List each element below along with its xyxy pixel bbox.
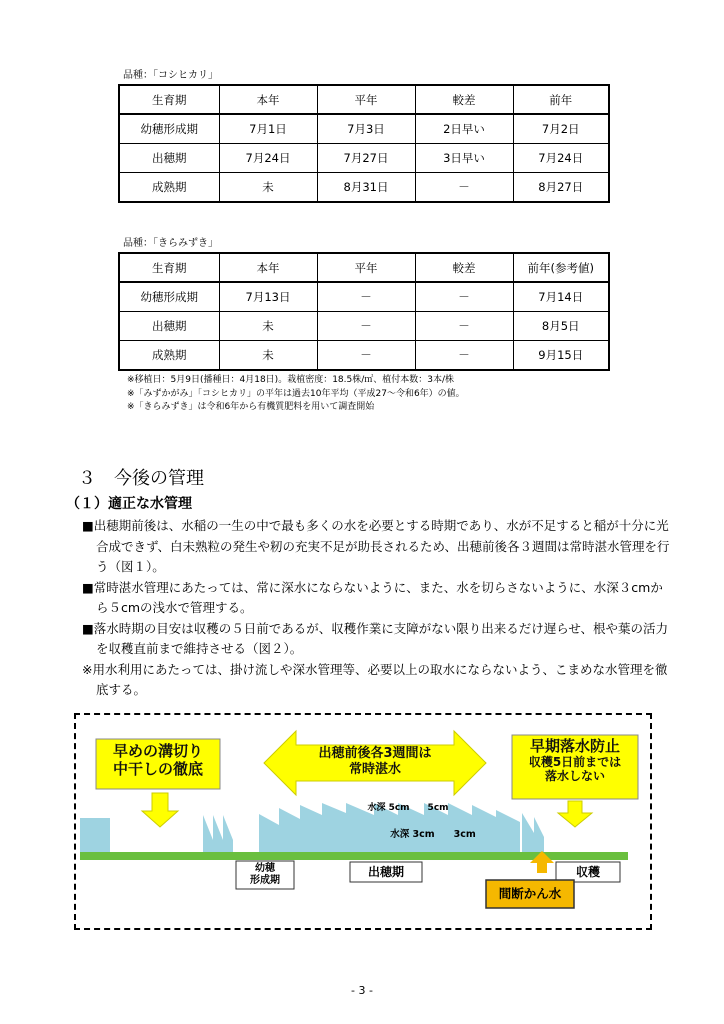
section-title: ３ 今後の管理 [78,468,204,489]
table2-header: 生育期 [119,253,219,282]
table-cell: 7月24日 [219,144,317,173]
table1-header: 較差 [415,85,513,114]
table-cell: 出穂期 [119,312,219,341]
down-arrow-right [558,801,592,827]
table-koshihikari [118,84,610,203]
table-cell: － [415,173,513,203]
table-cell: － [415,282,513,312]
table-cell: 8月27日 [513,173,609,203]
table-cell: 8月5日 [513,312,609,341]
table-cell: 7月3日 [317,114,415,144]
table-row [119,341,609,371]
table-cell: 7月1日 [219,114,317,144]
table1-caption: 品種：「コシヒカリ」 [123,70,218,81]
table1-header: 平年 [317,85,415,114]
depth-5cm-label: 水深 5cm 5cm [367,803,449,813]
body-text [82,516,672,701]
page-number: - 3 - [351,984,373,997]
table-cell: 出穂期 [119,144,219,173]
table-row [119,144,609,173]
stage-heading-label: 出穂期 [367,865,404,879]
table1-header: 前年 [513,85,609,114]
table-cell: 未 [219,341,317,371]
table-cell: 7月14日 [513,282,609,312]
table1-header: 本年 [219,85,317,114]
table-cell: － [317,312,415,341]
water-management-figure [74,713,652,930]
table-cell: 幼穂形成期 [119,282,219,312]
table-cell: 未 [219,312,317,341]
table-cell: 幼穂形成期 [119,114,219,144]
table-cell: － [415,312,513,341]
stage-harvest-label: 収穫 [575,865,600,879]
table-cell: 7月13日 [219,282,317,312]
table-cell: 7月27日 [317,144,415,173]
intermittent-label: 間断かん水 [498,886,562,901]
table2-header: 前年(参考値) [513,253,609,282]
table-cell: 7月2日 [513,114,609,144]
table-cell: 成熟期 [119,341,219,371]
table-cell: 3日早い [415,144,513,173]
note-line: ※「きらみずき」は令和6年から有機質肥料を用いて調査開始 [127,402,375,412]
stage-panicle-label: 幼穂 形成期 [250,863,280,886]
table-cell: 8月31日 [317,173,415,203]
table2-header: 本年 [219,253,317,282]
depth-3cm-label: 水深 3cm 3cm [390,829,476,840]
prevent-label: 早期落水防止 収穫5日前までは 落水しない [528,737,622,784]
flood-label: 出穂前後各3週間は 常時湛水 [318,746,432,777]
down-arrow-left [142,793,178,827]
table-row [119,312,609,341]
table-cell: － [317,341,415,371]
table2-header: 平年 [317,253,415,282]
table-cell: 未 [219,173,317,203]
table-cell: － [415,341,513,371]
note-line: ※移植日：5月9日(播種日：4月18日)。栽植密度：18.5株/㎡、植付本数：3本/株 [127,375,455,385]
table-cell: 2日早い [415,114,513,144]
paragraph: ■出穂期前後は、水稲の一生の中で最も多くの水を必要とする時期であり、水が不足すると稲が十分に光合成できず、白未熟粒の発生や籾の充実不足が助長されるため、出穂前後各３週間は常時湛水管理を行う（図１）。 [82,518,670,574]
paragraph: ■常時湛水管理にあたっては、常に深水にならないように、また、水を切らさないように、水深３cmから５cmの浅水で管理する。 [82,579,663,615]
table-row [119,114,609,144]
water-tail [522,813,544,852]
table2-header: 較差 [415,253,513,282]
table-cell: － [317,282,415,312]
table-row [119,173,609,203]
paragraph: ■落水時期の目安は収穫の５日前であるが、収穫作業に支障がない限り出来るだけ遅らせ、根や葉の活力を収穫直前まで維持させる（図２）。 [82,620,669,656]
note-line: ※「みずかがみ」「コシヒカリ」の平年は過去10年平均（平成27～令和6年）の値。 [127,388,465,399]
early-drain-label: 早めの溝切り 中干しの徹底 [112,742,203,778]
table1-header: 生育期 [119,85,219,114]
table-cell: 7月24日 [513,144,609,173]
table2-caption: 品種：「きらみずき」 [123,238,218,249]
paragraph: ※用水利用にあたっては、掛け流しや深水管理等、必要以上の取水にならないよう、こまめな水管理を徹底する。 [82,661,668,697]
table-notes [127,374,465,415]
water-sawtooth [203,815,233,852]
water-block [80,818,110,852]
table-row [119,282,609,312]
table-cell: 9月15日 [513,341,609,371]
table-cell: 成熟期 [119,173,219,203]
table-kiramizuki [118,252,610,371]
subsection-title: （１）適正な水管理 [66,496,192,512]
